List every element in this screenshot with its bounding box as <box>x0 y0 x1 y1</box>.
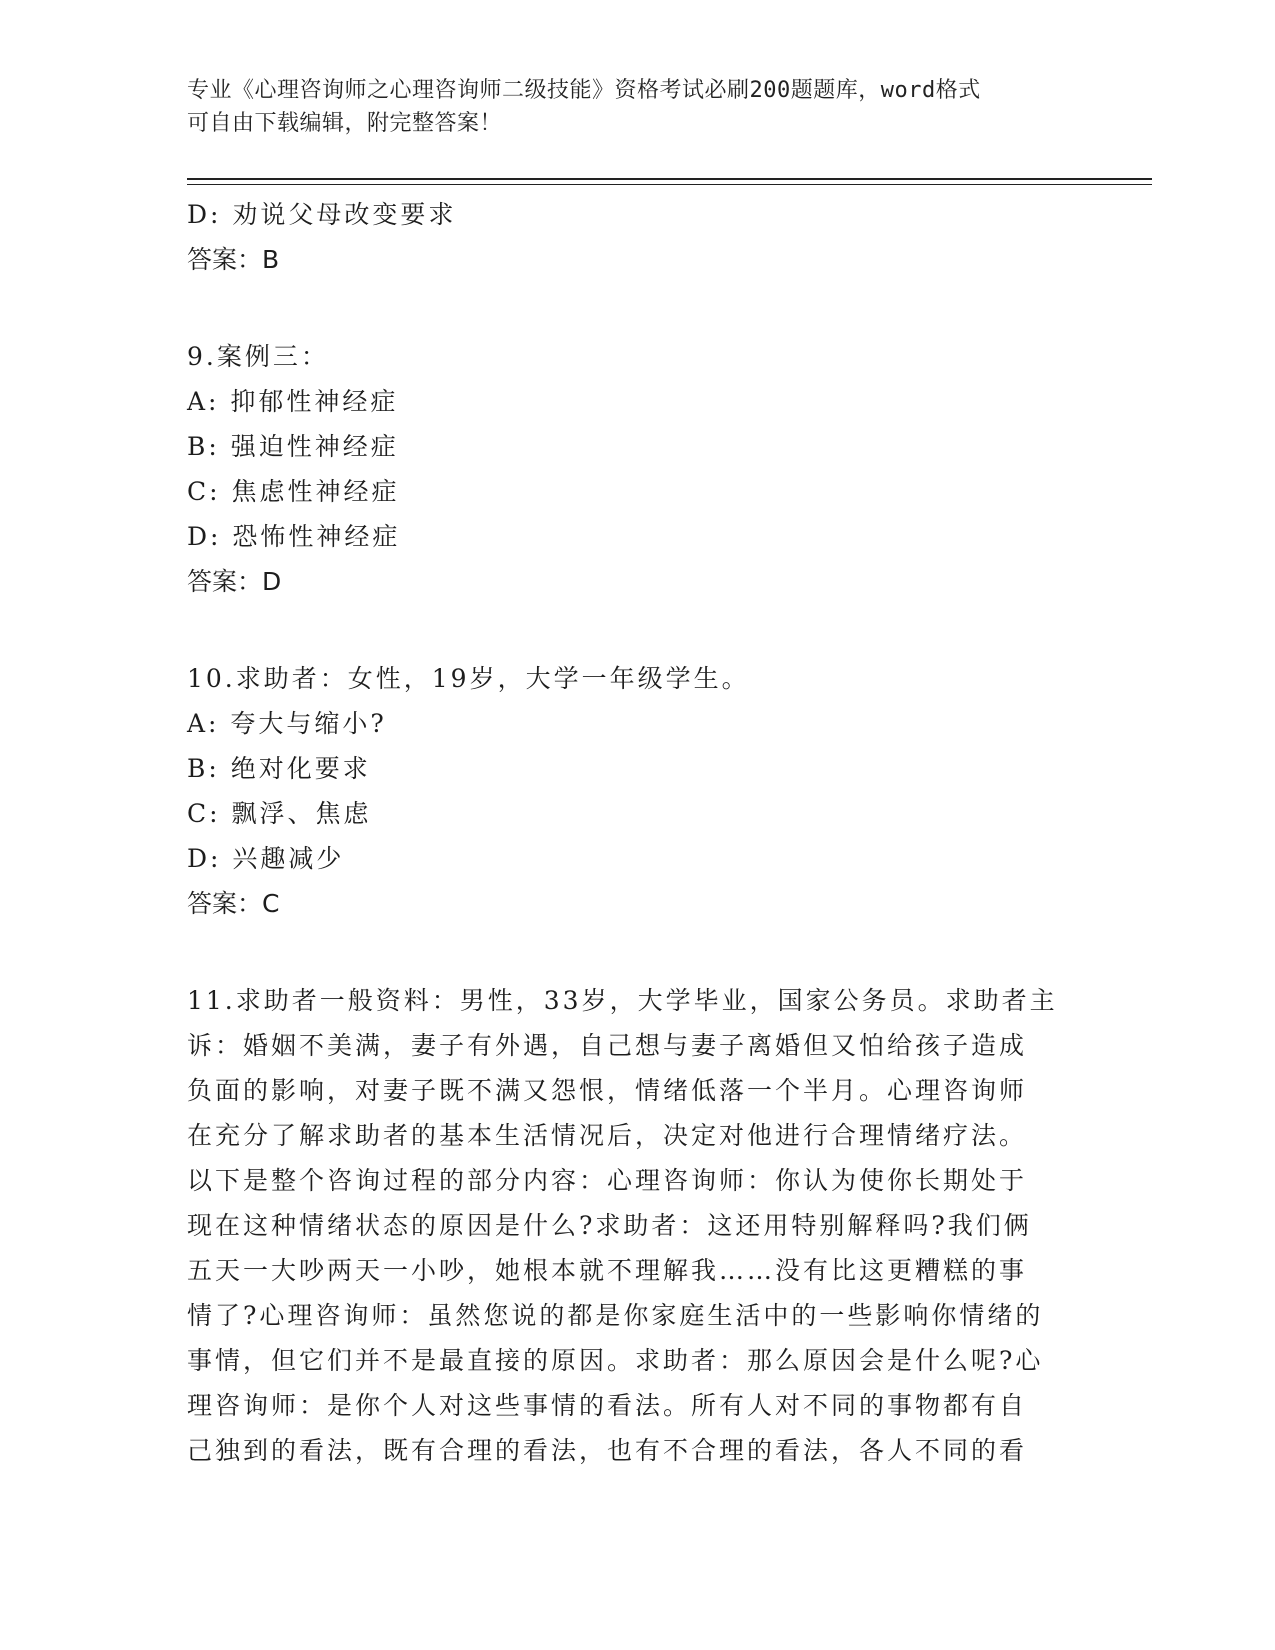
question-stem-line: 在充分了解求助者的基本生活情况后，决定对他进行合理情绪疗法。 <box>187 1121 1028 1150</box>
question-stem-line: 诉：婚姻不美满，妻子有外遇，自己想与妻子离婚但又怕给孩子造成 <box>187 1031 1028 1060</box>
question-9 <box>187 334 1087 604</box>
question-stem-line: 以下是整个咨询过程的部分内容：心理咨询师：你认为使你长期处于 <box>187 1166 1028 1195</box>
option-b: B: 绝对化要求 <box>187 754 371 783</box>
question-stem: 9.案例三： <box>187 342 329 371</box>
question-stem-line: 事情，但它们并不是最直接的原因。求助者：那么原因会是什么呢?心 <box>187 1346 1044 1375</box>
header-title-line-2: 可自由下载编辑，附完整答案！ <box>187 111 503 136</box>
option-c: C: 焦虑性神经症 <box>187 477 400 506</box>
question-content <box>187 192 1087 1473</box>
spacer <box>187 604 1087 656</box>
question-stem-line: 理咨询师：是你个人对这些事情的看法。所有人对不同的事物都有自 <box>187 1391 1028 1420</box>
question-stem: 10.求助者：女性，19岁，大学一年级学生。 <box>187 664 750 693</box>
question-11 <box>187 978 1087 1473</box>
question-stem-line: 现在这种情绪状态的原因是什么?求助者：这还用特别解释吗?我们俩 <box>187 1211 1032 1240</box>
spacer <box>187 282 1087 334</box>
header-title-line-1: 专业《心理咨询师之心理咨询师二级技能》资格考试必刷200题题库，word格式 <box>187 78 981 103</box>
option-a: A: 抑郁性神经症 <box>187 387 399 416</box>
answer-line: 答案：B <box>187 245 280 274</box>
page-header <box>187 74 1087 140</box>
spacer <box>187 926 1087 978</box>
option-d: D: 劝说父母改变要求 <box>187 200 457 229</box>
answer-line: 答案：C <box>187 889 280 918</box>
option-d: D: 恐怖性神经症 <box>187 522 401 551</box>
question-stem-line: 负面的影响，对妻子既不满又怨恨，情绪低落一个半月。心理咨询师 <box>187 1076 1028 1105</box>
header-divider-thin <box>187 184 1152 185</box>
option-d: D: 兴趣减少 <box>187 844 345 873</box>
question-stem-line: 己独到的看法，既有合理的看法，也有不合理的看法，各人不同的看 <box>187 1436 1028 1465</box>
question-8-tail <box>187 192 1087 282</box>
answer-line: 答案：D <box>187 567 282 596</box>
header-divider-thick <box>187 178 1152 180</box>
option-b: B: 强迫性神经症 <box>187 432 399 461</box>
option-c: C: 飘浮、焦虑 <box>187 799 372 828</box>
question-stem-line: 五天一大吵两天一小吵，她根本就不理解我……没有比这更糟糕的事 <box>187 1256 1028 1285</box>
question-stem-line: 情了?心理咨询师：虽然您说的都是你家庭生活中的一些影响你情绪的 <box>187 1301 1044 1330</box>
option-a: A: 夸大与缩小? <box>187 709 387 738</box>
question-10 <box>187 656 1087 926</box>
question-stem-line: 11.求助者一般资料：男性，33岁，大学毕业，国家公务员。求助者主 <box>187 986 1058 1015</box>
